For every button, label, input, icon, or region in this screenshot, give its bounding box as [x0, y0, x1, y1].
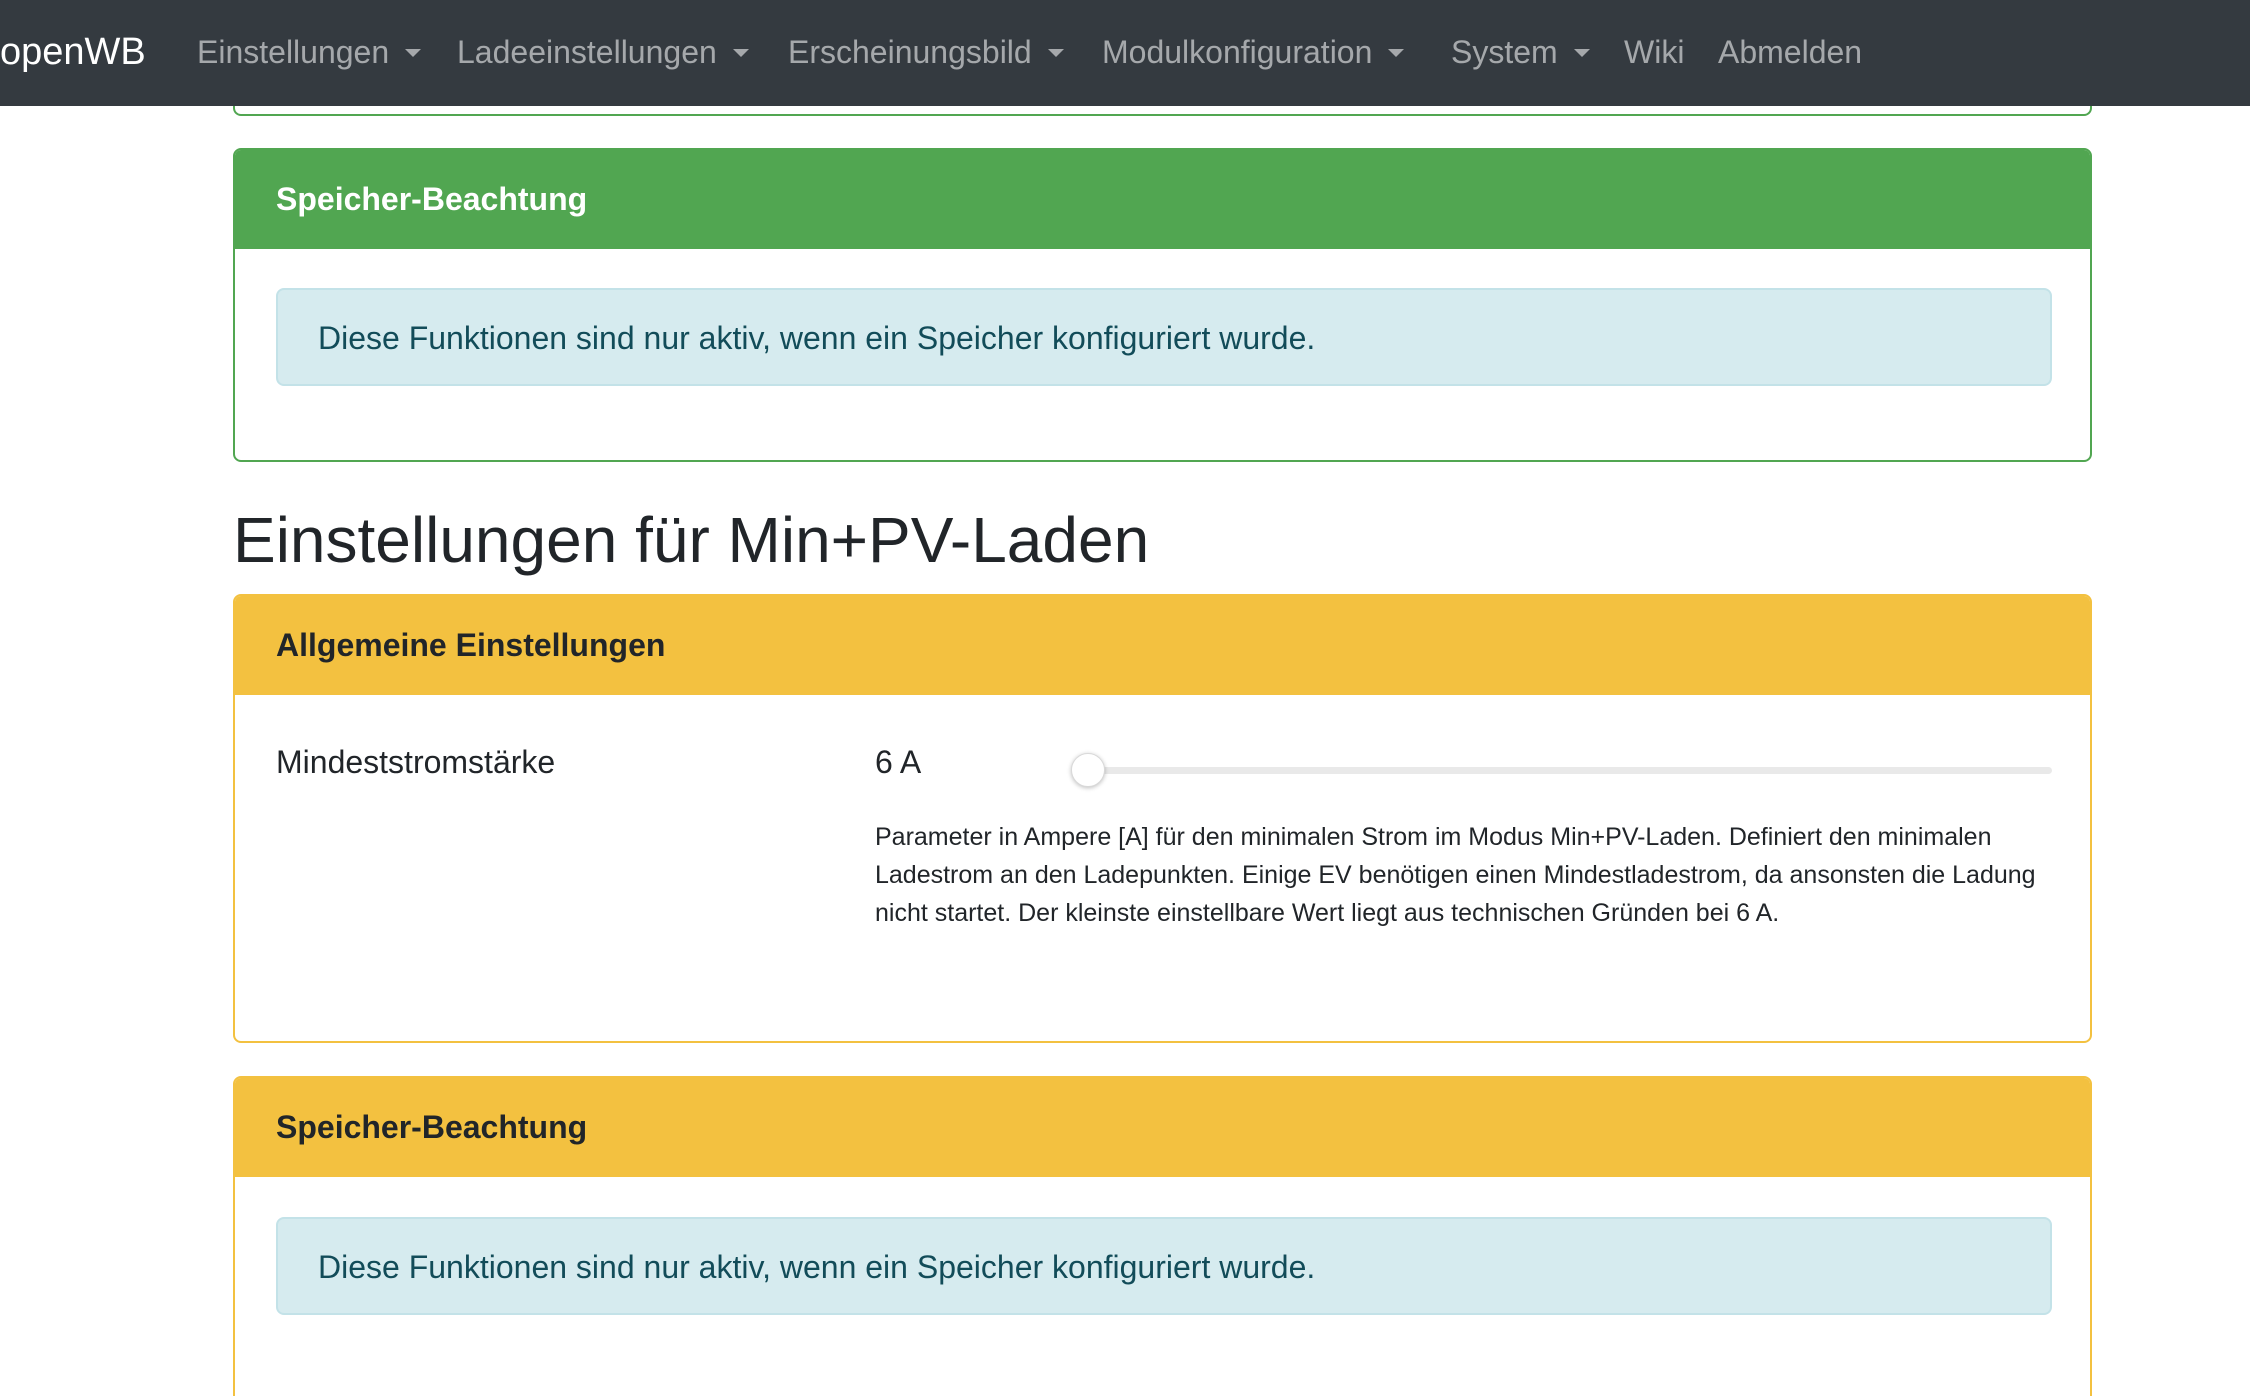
mindeststromstaerke-help-text: Parameter in Ampere [A] für den minimalen Strom im Modus Min+PV-Laden. Definiert den minimalen Ladestrom an den Ladepunkten. Einige EV benötigen einen Mindestladestrom, da ansonsten die Ladung nicht startet. Der kleinste einstellbare Wert liegt aus technischen Gründen bei 6 A. — [875, 823, 2036, 927]
mindeststromstaerke-slider-handle[interactable] — [1071, 753, 1105, 787]
speicher-info-alert: Diese Funktionen sind nur aktiv, wenn ein Speicher konfiguriert wurde. — [276, 288, 2052, 386]
caret-down-icon — [1574, 49, 1590, 57]
caret-down-icon — [733, 49, 749, 57]
page-section-title: Einstellungen für Min+PV-Laden — [233, 504, 1150, 576]
card-header: Speicher-Beachtung — [235, 150, 2090, 249]
speicher-beachtung-card-top — [233, 148, 2092, 462]
nav-ladeeinstellungen[interactable] — [457, 0, 749, 106]
nav-modulkonfiguration-label: Modulkonfiguration — [1102, 34, 1373, 70]
nav-erscheinungsbild-label: Erscheinungsbild — [788, 34, 1032, 70]
card-header: Speicher-Beachtung — [235, 1078, 2090, 1177]
main-content — [233, 0, 2092, 1382]
top-navbar — [0, 0, 2250, 106]
nav-modulkonfiguration[interactable] — [1102, 0, 1404, 106]
caret-down-icon — [1048, 49, 1064, 57]
nav-wiki[interactable]: Wiki — [1624, 34, 1685, 70]
caret-down-icon — [405, 49, 421, 57]
card-header: Allgemeine Einstellungen — [235, 596, 2090, 695]
allgemeine-einstellungen-card — [233, 594, 2092, 1043]
nav-einstellungen-label: Einstellungen — [197, 34, 390, 70]
brand-logo[interactable]: openWB — [0, 31, 146, 73]
nav-ladeeinstellungen-label: Ladeeinstellungen — [457, 34, 717, 70]
mindeststromstaerke-label: Mindeststromstärke — [276, 744, 556, 780]
nav-einstellungen[interactable] — [197, 0, 421, 106]
nav-system[interactable] — [1451, 0, 1590, 106]
nav-abmelden[interactable]: Abmelden — [1718, 34, 1863, 70]
nav-system-label: System — [1451, 34, 1558, 70]
speicher-beachtung-card-bottom — [233, 1076, 2092, 1396]
caret-down-icon — [1388, 49, 1404, 57]
mindeststromstaerke-value: 6 A — [875, 744, 922, 780]
nav-erscheinungsbild[interactable] — [788, 0, 1064, 106]
mindeststromstaerke-slider-track[interactable] — [1077, 767, 2052, 774]
speicher-info-alert: Diese Funktionen sind nur aktiv, wenn ein Speicher konfiguriert wurde. — [276, 1217, 2052, 1315]
